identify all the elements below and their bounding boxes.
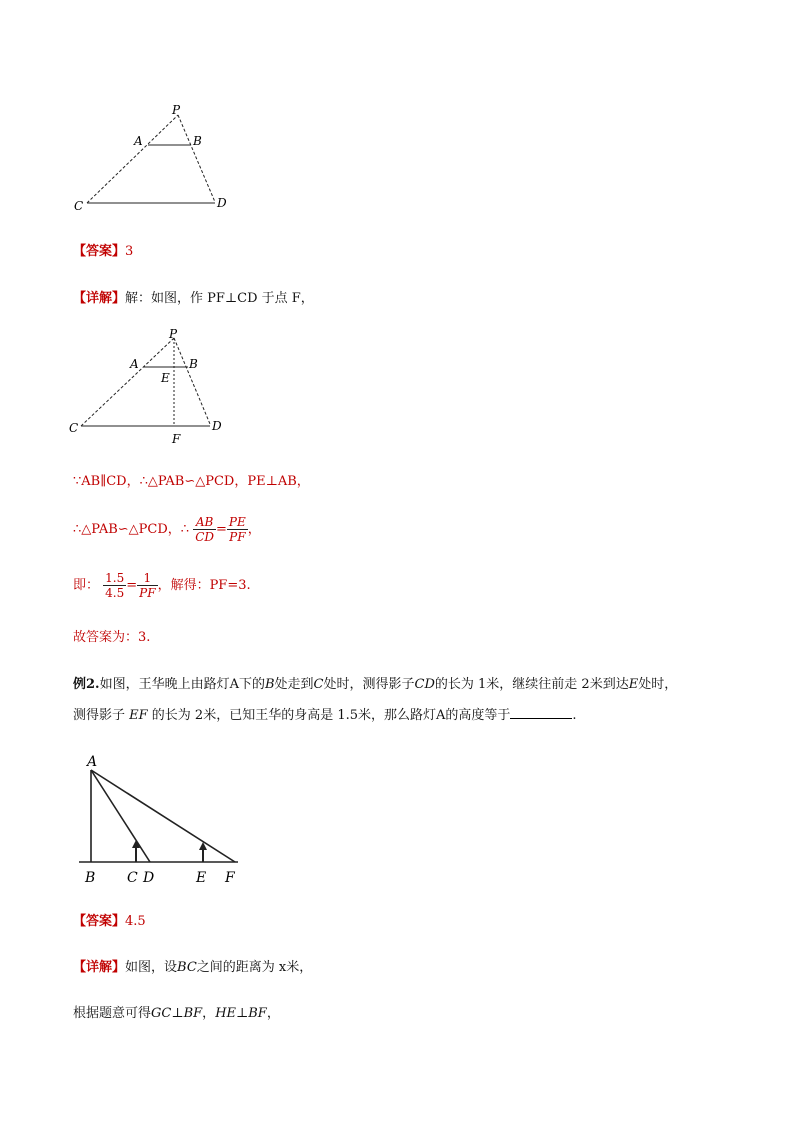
- label-b: B: [85, 870, 96, 886]
- fraction-1-pf: [137, 571, 157, 600]
- detail2-tag: 【详解】: [73, 960, 126, 975]
- text-segment: .: [572, 708, 577, 723]
- label-c: C: [69, 421, 79, 435]
- text-segment: ，: [266, 1006, 280, 1021]
- numerator-pe: PE: [228, 515, 246, 529]
- label-p: P: [169, 327, 178, 341]
- detail1-tag: 【详解】: [73, 291, 126, 306]
- answer1-line: [73, 244, 133, 260]
- example2-line1: [73, 677, 677, 693]
- text-segment: 处时，: [638, 677, 678, 692]
- parallel-line: ∵AB∥CD，∴△PAB∽△PCD，PE⊥AB，: [73, 474, 310, 489]
- label-f: F: [172, 432, 181, 446]
- label-b: B: [193, 134, 202, 148]
- var-bc: BC: [177, 960, 197, 975]
- text-segment: 处走到: [274, 677, 314, 692]
- var-e: E: [628, 677, 639, 692]
- var-ef: EF: [129, 708, 148, 723]
- numerator-ab: AB: [193, 515, 216, 530]
- label-b: B: [189, 357, 198, 371]
- label-c: C: [127, 870, 138, 886]
- label-f: F: [225, 870, 235, 886]
- label-e: E: [196, 870, 207, 886]
- detail1-text: 解：如图，作 PF⊥CD 于点 F，: [125, 291, 314, 306]
- text-segment: ，: [202, 1006, 216, 1021]
- ratio-prefix: ∴△PAB∽△PCD，∴: [73, 522, 190, 537]
- text-segment: 之间的距离为 x米，: [196, 960, 313, 975]
- fraction-1.5-4.5: [103, 571, 126, 600]
- denominator-4.5: 4.5: [105, 586, 125, 600]
- detail2-line: [73, 960, 312, 976]
- var-bf: BF: [183, 1006, 203, 1021]
- last-line: [73, 1006, 280, 1022]
- figure-streetlamp: [75, 748, 255, 890]
- var-bf: BF: [248, 1006, 267, 1021]
- text-segment: 根据题意可得: [73, 1006, 152, 1021]
- ratio-line: [73, 515, 261, 544]
- text-segment: 测得影子: [73, 708, 130, 723]
- var-he: HE: [215, 1006, 237, 1021]
- perp-symbol: ⊥: [236, 1006, 249, 1021]
- label-a: A: [134, 134, 143, 148]
- label-p: P: [172, 103, 181, 117]
- example2-label: 例2.: [73, 677, 100, 692]
- label-d: D: [212, 419, 222, 433]
- answer-blank[interactable]: [510, 706, 572, 719]
- var-c: C: [313, 677, 324, 692]
- text-segment: 处时，测得影子: [323, 677, 415, 692]
- text-segment: 如图，王华晚上由路灯A下的: [99, 677, 265, 692]
- label-c: C: [74, 199, 84, 213]
- figure-triangle-pcd: [70, 100, 240, 215]
- var-b: B: [264, 677, 275, 692]
- label-d: D: [217, 196, 227, 210]
- fraction-ab-cd: [193, 515, 216, 544]
- var-cd: CD: [414, 677, 435, 692]
- detail1-line: [73, 291, 314, 307]
- var-gc: GC: [151, 1006, 172, 1021]
- denominator-pf: PF: [229, 530, 246, 544]
- conclusion1: 故答案为：3.: [73, 630, 151, 645]
- solve-prefix: 即：: [73, 578, 100, 593]
- fraction-pe-pf: [227, 515, 248, 544]
- label-e: E: [161, 371, 170, 385]
- ratio-suffix: ，: [247, 522, 261, 537]
- equals-sign: =: [126, 578, 138, 593]
- equals-sign: =: [216, 522, 227, 537]
- label-a: A: [130, 357, 139, 371]
- perp-symbol: ⊥: [171, 1006, 184, 1021]
- text-segment: 的长为 1米，继续往前走 2米到达: [434, 677, 629, 692]
- text-segment: 如图，设: [125, 960, 178, 975]
- text-segment: 的长为 2米，已知王华的身高是 1.5米，那么路灯A的高度等于: [147, 708, 511, 723]
- answer1-tag: 【答案】: [73, 244, 126, 259]
- denominator-cd: CD: [195, 530, 214, 544]
- answer2-tag: 【答案】: [73, 914, 126, 929]
- numerator-1.5: 1.5: [105, 571, 125, 585]
- example2-line2: [73, 706, 577, 724]
- label-d: D: [143, 870, 155, 886]
- figure-triangle-pcd-with-altitude: [65, 324, 235, 449]
- answer2-line: [73, 914, 146, 930]
- denominator-pf: PF: [139, 586, 156, 600]
- answer2-value: 4.5: [125, 914, 146, 929]
- numerator-1: 1: [137, 571, 157, 586]
- answer1-value: 3: [125, 244, 134, 259]
- solve-suffix: ，解得：PF=3.: [157, 578, 251, 593]
- label-a: A: [87, 754, 98, 770]
- solve-line: [73, 571, 251, 600]
